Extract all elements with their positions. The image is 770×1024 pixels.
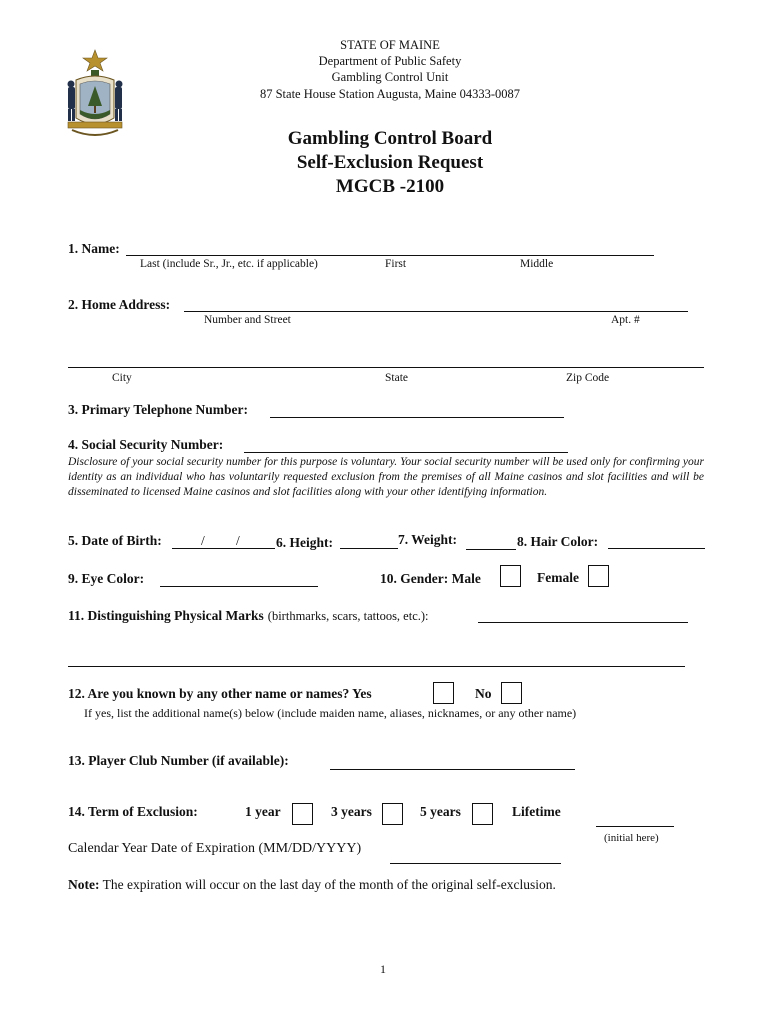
- name-label: 1. Name:: [68, 241, 120, 256]
- city-state-zip-field[interactable]: [68, 352, 704, 368]
- lifetime-initial-field[interactable]: [596, 811, 674, 827]
- ssn-disclosure: Disclosure of your social security number for this purpose is voluntary. Your social security number will be used only for confirming your identity as an individual who has voluntarily requested exclusion from the premises of all Maine casinos and slot facilities and will be disseminated to licensed Maine casinos and slot facilities along with your other identifying information.: [68, 456, 704, 498]
- other-names-question: 12. Are you known by any other name or names? Yes: [68, 686, 372, 701]
- gender-female-label: Female: [537, 570, 579, 585]
- term-5-years-checkbox[interactable]: [472, 803, 493, 825]
- agency-unit: Gambling Control Unit: [331, 70, 449, 84]
- term-3-years-checkbox[interactable]: [382, 803, 403, 825]
- player-club-label: 13. Player Club Number (if available):: [68, 753, 289, 768]
- form-title-board: Gambling Control Board: [287, 128, 493, 149]
- physical-marks-prompt: [68, 607, 429, 625]
- agency-address: 87 State House Station Augusta, Maine 04333-0087: [259, 87, 521, 101]
- physical-marks-label: 11. Distinguishing Physical Marks: [68, 608, 264, 623]
- gender-female-checkbox[interactable]: [588, 565, 609, 587]
- physical-marks-field[interactable]: [478, 607, 688, 623]
- height-field[interactable]: [340, 533, 398, 549]
- ssn-field[interactable]: [244, 437, 568, 453]
- physical-marks-field-2[interactable]: [68, 651, 685, 667]
- hair-color-label: 8. Hair Color:: [517, 534, 599, 549]
- term-lifetime-label: Lifetime: [512, 804, 561, 819]
- height-label: 6. Height:: [276, 535, 333, 550]
- eye-color-field[interactable]: [160, 571, 318, 587]
- city-caption: City: [112, 372, 132, 384]
- gender-label: 10. Gender: Male: [380, 571, 481, 586]
- other-names-instruction: If yes, list the additional name(s) below (include maiden name, aliases, nicknames, or any other name): [84, 706, 577, 720]
- dob-slash-1: /: [201, 533, 205, 548]
- player-club-field[interactable]: [330, 754, 575, 770]
- expiration-date-field[interactable]: [390, 848, 561, 864]
- expiration-date-label: Calendar Year Date of Expiration (MM/DD/YYYY): [68, 841, 362, 856]
- other-names-yes-checkbox[interactable]: [433, 682, 454, 704]
- note-text: The expiration will occur on the last day of the month of the original self-exclusion.: [99, 877, 556, 892]
- name-middle-caption: Middle: [520, 258, 554, 270]
- other-names-no-checkbox[interactable]: [501, 682, 522, 704]
- street-address-field[interactable]: [184, 296, 688, 312]
- page-number: 1: [380, 962, 386, 976]
- phone-field[interactable]: [270, 402, 564, 418]
- hair-color-field[interactable]: [608, 533, 705, 549]
- form-title-request: Self-Exclusion Request: [296, 152, 484, 173]
- street-caption: Number and Street: [204, 314, 291, 326]
- home-address-label: 2. Home Address:: [68, 297, 171, 312]
- term-of-exclusion-label: 14. Term of Exclusion:: [68, 804, 198, 819]
- name-field[interactable]: [126, 240, 654, 256]
- term-5-years-label: 5 years: [420, 804, 461, 819]
- physical-marks-note: (birthmarks, scars, tattoos, etc.):: [267, 609, 429, 623]
- phone-label: 3. Primary Telephone Number:: [68, 402, 248, 417]
- state-caption: State: [385, 372, 408, 384]
- agency-state: STATE OF MAINE: [340, 38, 440, 52]
- dob-field[interactable]: [172, 533, 275, 549]
- form-number: MGCB -2100: [335, 176, 445, 197]
- dob-slash-2: /: [236, 533, 240, 548]
- ssn-label: 4. Social Security Number:: [68, 437, 224, 452]
- weight-field[interactable]: [466, 534, 516, 550]
- note-label: Note:: [68, 877, 100, 892]
- name-last-caption: Last (include Sr., Jr., etc. if applicable): [140, 258, 318, 270]
- gender-male-checkbox[interactable]: [500, 565, 521, 587]
- term-1-year-label: 1 year: [245, 804, 281, 819]
- other-names-no-label: No: [475, 686, 492, 701]
- dob-label: 5. Date of Birth:: [68, 533, 162, 548]
- maine-state-seal-icon: [64, 48, 126, 140]
- eye-color-label: 9. Eye Color:: [68, 571, 145, 586]
- zip-caption: Zip Code: [566, 372, 610, 384]
- initial-here-caption: (initial here): [604, 832, 659, 844]
- term-1-year-checkbox[interactable]: [292, 803, 313, 825]
- name-first-caption: First: [385, 258, 407, 270]
- expiration-note: [68, 877, 556, 893]
- term-3-years-label: 3 years: [331, 804, 372, 819]
- apt-caption: Apt. #: [611, 314, 640, 326]
- agency-department: Department of Public Safety: [318, 54, 462, 68]
- weight-label: 7. Weight:: [398, 532, 458, 547]
